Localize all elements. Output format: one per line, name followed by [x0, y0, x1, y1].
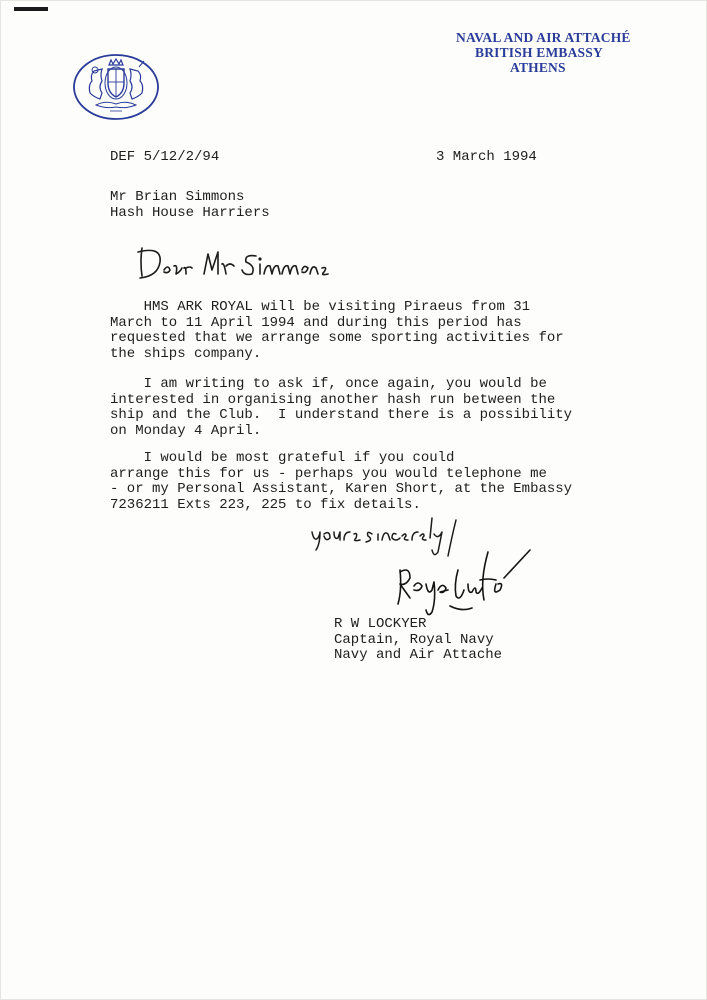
recipient-name: Mr Brian Simmons [110, 189, 245, 205]
letter-date: 3 March 1994 [436, 149, 537, 165]
letterhead-line-3: ATHENS [510, 60, 566, 75]
reference-number: DEF 5/12/2/94 [110, 149, 220, 165]
scan-corner-mark [14, 7, 48, 11]
signatory-name: R W LOCKYER [334, 616, 427, 632]
letterhead [440, 30, 660, 75]
body-paragraph-2: I am writing to ask if, once again, you would be interested in organising another hash run between the ship and the Club. I understand there is a possibility on Monday 4 April. [110, 376, 573, 439]
handwritten-salutation-icon [132, 244, 332, 286]
royal-coat-of-arms-icon [72, 53, 160, 121]
signature-block [334, 617, 502, 664]
recipient-address [110, 190, 270, 221]
body-paragraph-1: HMS ARK ROYAL will be visiting Piraeus from 31 March to 11 April 1994 and during this period has requested that we arrange some sporting activities for the ships company. [110, 299, 564, 362]
letterhead-line-1: NAVAL AND AIR ATTACHÉ [456, 30, 631, 45]
signatory-title: Navy and Air Attache [334, 647, 503, 664]
signatory-rank: Captain, Royal Navy [334, 631, 494, 648]
letterhead-line-2: BRITISH EMBASSY [475, 45, 603, 60]
body-paragraph-3: I would be most grateful if you could arrange this for us - perhaps you would telephone me - or my Personal Assistant, Karen Short, at the Embassy 7236211 Exts 223, 225 to fix details. [110, 450, 573, 513]
recipient-organisation: Hash House Harriers [110, 204, 270, 221]
